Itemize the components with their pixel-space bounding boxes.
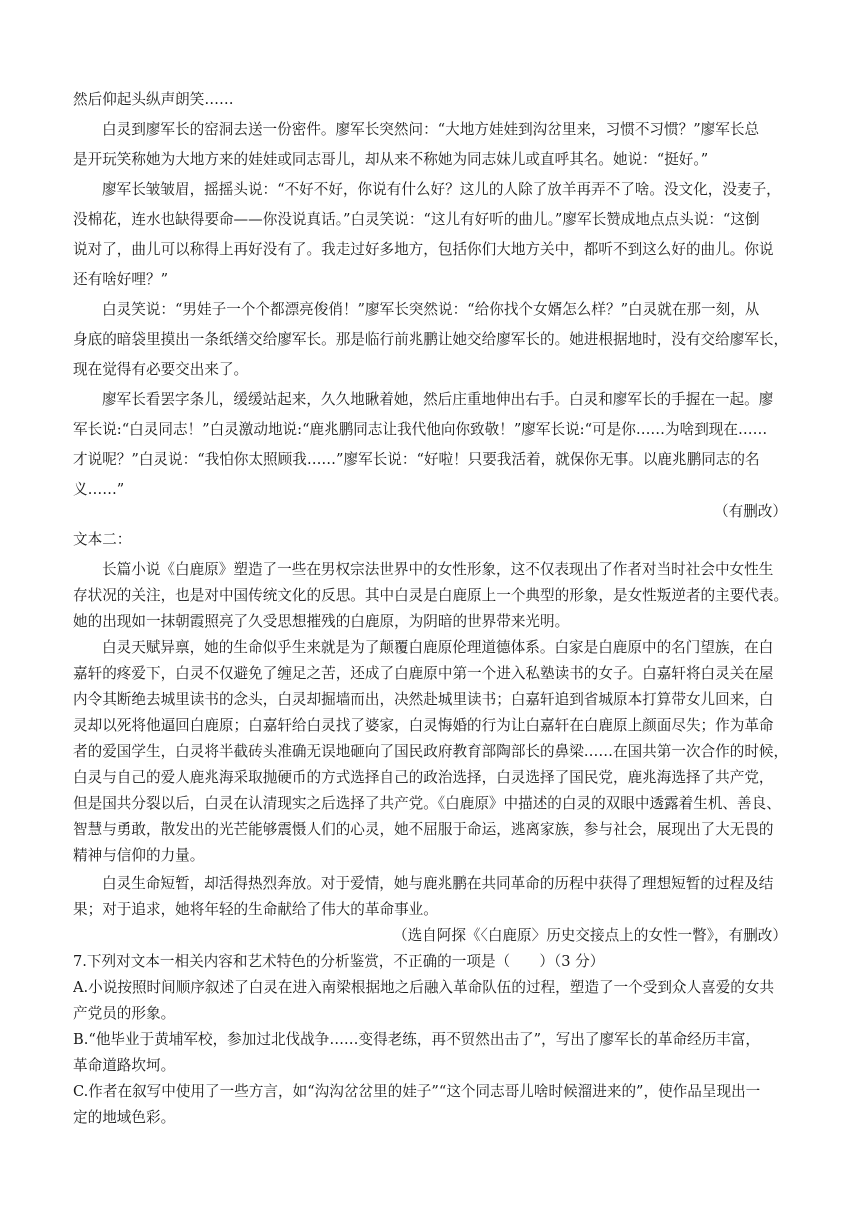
- option-a-line: 产党员的形象。: [73, 1005, 176, 1022]
- paragraph-line: 义……”: [73, 481, 125, 498]
- paragraph-line: 智慧与勇敢，散发出的光芒能够震慑人们的心灵，她不屈服于命运，逃离家族，参与社会，展现出了大无畏的: [73, 821, 774, 838]
- question-stem: 7.下列对文本一相关内容和艺术特色的分析鉴赏，不正确的一项是（ ）（3 分）: [73, 953, 605, 970]
- paragraph-line: 还有啥好哩？”: [73, 271, 169, 288]
- paragraph-line: 说对了，曲儿可以称得上再好没有了。我走过好多地方，包括你们大地方关中，都听不到这么好的曲儿。你说: [73, 241, 774, 258]
- revision-note: （有删改）: [714, 503, 787, 520]
- option-c-line: C.作者在叙写中使用了一些方言，如“沟沟岔岔里的娃子”“这个同志哥儿啥时候溜进来的”，使作品呈现出一: [73, 1083, 761, 1100]
- paragraph-line: 廖军长皱皱眉，摇摇头说：“不好不好，你说有什么好？这儿的人除了放羊再弄不了啥。没文化，没麦子，: [102, 181, 781, 198]
- paragraph-line: 白灵到廖军长的窑洞去送一份密件。廖军长突然问：“大地方娃娃到沟岔里来，习惯不习惯？”廖军长总: [102, 121, 760, 138]
- paragraph-line: 身底的暗袋里摸出一条纸缮交给廖军长。那是临行前兆鹏让她交给廖军长的。她进根据地时，没有交给廖军长，: [73, 331, 789, 348]
- option-c-line: 定的地域色彩。: [73, 1109, 176, 1126]
- paragraph-line: 嘉轩的疼爱下，白灵不仅避免了缠足之苦，还成了白鹿原中第一个进入私塾读书的女子。白嘉轩将白灵关在屋: [73, 665, 774, 682]
- paragraph-line: 才说呢？”白灵说：“我怕你太照顾我……”廖军长说：“好啦！只要我活着，就保你无事。以鹿兆鹏同志的名: [73, 451, 760, 468]
- paragraph-line: 但是国共分裂以后，白灵在认清现实之后选择了共产党。《白鹿原》中描述的白灵的双眼中透露着生机、善良、: [73, 795, 781, 812]
- paragraph-line: 然后仰起头纵声朗笑……: [73, 91, 234, 108]
- paragraph-line: 军长说:“白灵同志！”白灵激动地说:“鹿兆鹏同志让我代他向你致敬！”廖军长说:“可是你……为啥到现在……: [73, 421, 768, 438]
- paragraph-line: 她的出现如一抹朝霞照亮了久受思想摧残的白鹿原，为阴暗的世界带来光明。: [73, 613, 570, 630]
- option-a-line: A.小说按照时间顺序叙述了白灵在进入南梁根据地之后融入革命队伍的过程，塑造了一个受到众人喜爱的女共: [73, 979, 775, 996]
- paragraph-line: 是开玩笑称她为大地方来的娃娃或同志哥儿，却从来不称她为同志妹儿或直呼其名。她说：“挺好。”: [73, 151, 709, 168]
- paragraph-line: 白灵天赋异禀，她的生命似乎生来就是为了颠覆白鹿原伦理道德体系。白家是白鹿原中的名门望族，在白: [102, 639, 774, 656]
- paragraph-line: 白灵笑说：“男娃子一个个都漂亮俊俏！”廖军长突然说：“给你找个女婿怎么样？”白灵就在那一刻，从: [102, 301, 760, 318]
- paragraph-line: 长篇小说《白鹿原》塑造了一些在男权宗法世界中的女性形象，这不仅表现出了作者对当时社会中女性生: [102, 561, 774, 578]
- paragraph-line: 灵却以死将他逼回白鹿原；白嘉轩给白灵找了婆家，白灵悔婚的行为让白嘉轩在白鹿原上颜面尽失；作为革命: [73, 717, 774, 734]
- paragraph-line: 没棉花，连水也缺得要命——你没说真话。”白灵笑说：“这儿有好听的曲儿。”廖军长赞成地点点头说：“这倒: [73, 211, 760, 228]
- paragraph-line: 果；对于追求，她将年轻的生命献给了伟大的革命事业。: [73, 901, 438, 918]
- paragraph-line: 精神与信仰的力量。: [73, 847, 205, 864]
- paragraph-line: 内令其断绝去城里读书的念头，白灵却掘墙而出，决然赴城里读书；白嘉轩追到省城原本打算带女儿回来，白: [73, 691, 774, 708]
- paragraph-line: 白灵与自己的爱人鹿兆海采取抛硬币的方式选择自己的政治选择，白灵选择了国民党，鹿兆海选择了共产党，: [73, 769, 774, 786]
- option-b-line: 革命道路坎坷。: [73, 1057, 176, 1074]
- option-b-line: B.“他毕业于黄埔军校，参加过北伐战争……变得老练，再不贸然出击了”，写出了廖军长的革命经历丰富，: [73, 1031, 761, 1048]
- paragraph-line: 廖军长看罢字条儿，缓缓站起来，久久地瞅着她，然后庄重地伸出右手。白灵和廖军长的手握在一起。廖: [102, 391, 774, 408]
- paragraph-line: 现在觉得有必要交出来了。: [73, 361, 249, 378]
- paragraph-line: 者的爱国学生，白灵将半截砖头准确无误地砸向了国民政府教育部陶部长的鼻梁……在国共第一次合作的时候，: [73, 743, 789, 760]
- paragraph-line: 存状况的关注，也是对中国传统文化的反思。其中白灵是白鹿原上一个典型的形象，是女性叛逆者的主要代表。: [73, 587, 789, 604]
- section-label: 文本二：: [73, 531, 132, 548]
- paragraph-line: 白灵生命短暂，却活得热烈奔放。对于爱情，她与鹿兆鹏在共同革命的历程中获得了理想短暂的过程及结: [102, 875, 774, 892]
- source-citation: （选自阿探《〈白鹿原〉历史交接点上的女性一瞥》，有删改）: [392, 927, 787, 944]
